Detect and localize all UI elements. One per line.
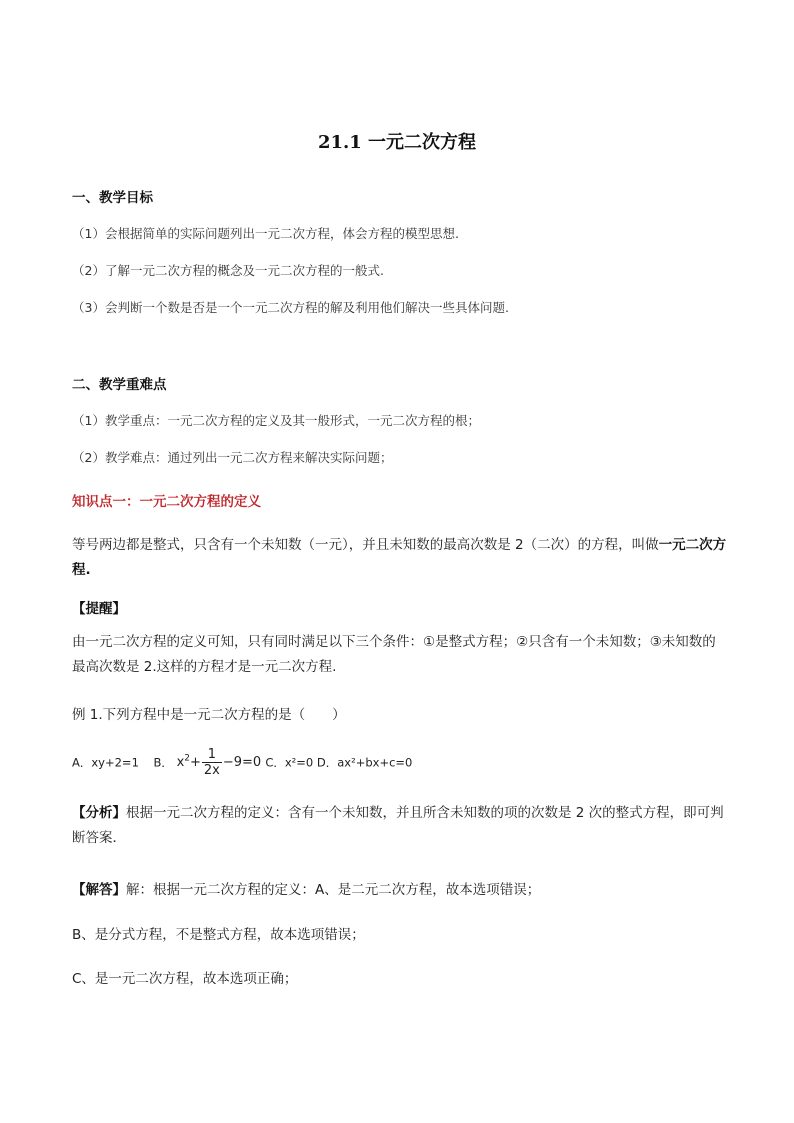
reminder-paragraph: 由一元二次方程的定义可知，只有同时满足以下三个条件：①是整式方程；②只含有一个未知数；③未知数的最高次数是 2.这样的方程才是一元二次方程. — [72, 634, 716, 675]
example-question: 例 1.下列方程中是一元二次方程的是（ ） — [72, 707, 346, 723]
analysis-text: 根据一元二次方程的定义：含有一个未知数，并且所含未知数的项的次数是 2 次的整式方程，即可判断答案． — [72, 805, 724, 846]
option-a: A．xy+2=1 — [72, 755, 139, 770]
goal-item-2: （2）了解一元二次方程的概念及一元二次方程的一般式. — [72, 263, 384, 278]
page-title: 21.1 一元二次方程 — [317, 132, 477, 153]
section-heading-goals: 一、教学目标 — [72, 190, 153, 206]
definition-paragraph — [72, 533, 728, 583]
definition-term: 一元二次方程. — [72, 537, 727, 578]
answer-text: 解：根据一元二次方程的定义：A、是二元二次方程，故本选项错误； — [126, 882, 541, 898]
section-heading-keypoints: 二、教学重难点 — [72, 377, 167, 393]
goal-item-3: （3）会判断一个数是否是一个一元二次方程的解及利用他们解决一些具体问题. — [72, 300, 509, 315]
reminder-label: 【提醒】 — [72, 601, 126, 617]
keypoint-item-2: （2）教学难点：通过列出一元二次方程来解决实际问题； — [72, 450, 393, 465]
option-b-fraction: $\frac{1}{2x}$ — [203, 747, 220, 779]
definition-text: 等号两边都是整式，只含有一个未知数（一元），并且未知数的最高次数是 2（二次）的方程，叫做 — [72, 537, 659, 553]
option-b-label: B． — [153, 755, 173, 770]
keypoint-item-1: （1）教学重点：一元二次方程的定义及其一般形式，一元二次方程的根； — [72, 413, 480, 428]
answer-label: 【解答】 — [72, 882, 126, 898]
example-options — [72, 744, 412, 778]
answer-line-b: B、是分式方程，不是整式方程，故本选项错误； — [72, 927, 365, 943]
answer-line-c: C、是一元二次方程，故本选项正确； — [72, 971, 298, 987]
option-b-expression: $x^2+$ $\frac{1}{2x}$ −9=0 — [176, 747, 262, 779]
analysis-label: 【分析】 — [72, 805, 126, 821]
analysis-paragraph — [72, 801, 728, 851]
knowledge-heading: 知识点一：一元二次方程的定义 — [72, 494, 261, 510]
goal-item-1: （1）会根据简单的实际问题列出一元二次方程，体会方程的模型思想. — [72, 226, 459, 241]
option-c: C．x²=0 — [265, 755, 314, 770]
option-d: D．ax²+bx+c=0 — [316, 755, 413, 770]
answer-line-1 — [72, 878, 540, 898]
